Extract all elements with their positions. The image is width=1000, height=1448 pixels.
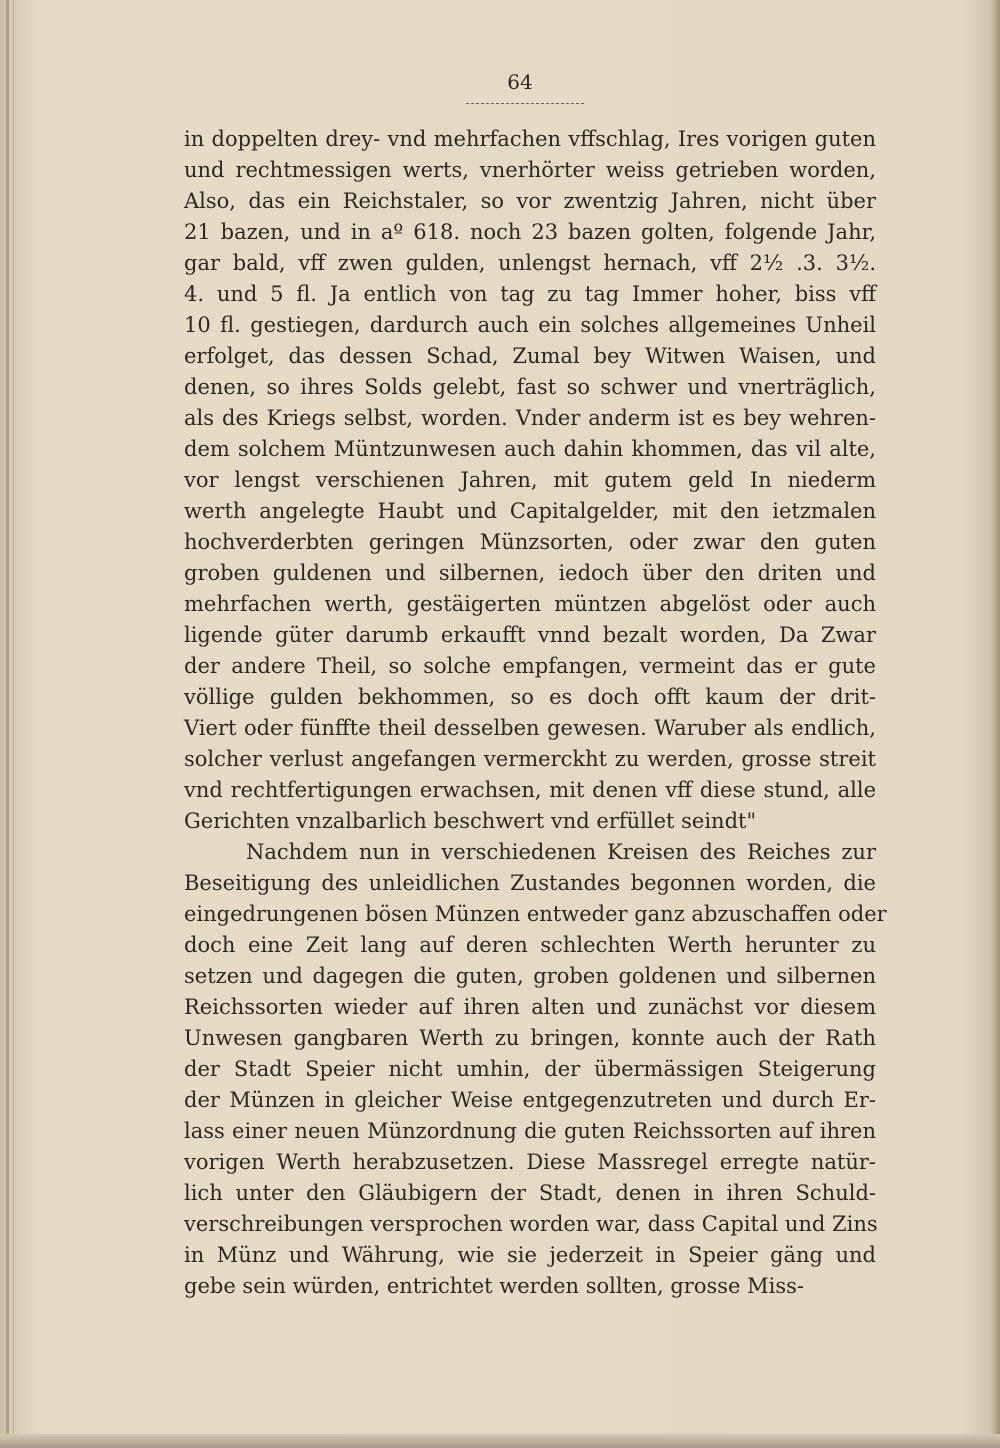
text-line: erfolget, das dessen Schad, Zumal bey Witwen Waisen, und: [184, 344, 876, 368]
text-line: völlige gulden bekhommen, so es doch offt kaum der drit-: [184, 685, 876, 709]
text-line: doch eine Zeit lang auf deren schlechten Werth herunter zu: [184, 933, 876, 957]
text-line: Reichssorten wieder auf ihren alten und zunächst vor diesem: [184, 995, 876, 1019]
text-line: groben guldenen und silbernen, iedoch über den driten und: [184, 561, 876, 585]
text-line: vor lengst verschienen Jahren, mit gutem geld In niederm: [184, 468, 876, 492]
page-number: 64: [507, 70, 533, 94]
paragraph: [184, 837, 887, 1302]
text-line: lich unter den Gläubigern der Stadt, denen in ihren Schuld-: [184, 1181, 876, 1205]
text-line: werth angelegte Haubt und Capitalgelder, mit den ietzmalen: [184, 499, 876, 523]
text-line: hochverderbten geringen Münzsorten, oder zwar den guten: [184, 530, 876, 554]
text-line: und rechtmessigen werts, vnerhörter weiss getrieben worden,: [184, 158, 876, 182]
text-line: ligende güter darumb erkaufft vnnd bezalt worden, Da Zwar: [184, 623, 876, 647]
text-line: Viert oder fünffte theil desselben gewesen. Waruber als endlich,: [184, 716, 876, 740]
text-line: 4. und 5 fl. Ja entlich von tag zu tag Immer hoher, biss vff: [184, 282, 876, 306]
body-text: [184, 124, 887, 1302]
text-line: 21 bazen, und in aº 618. noch 23 bazen golten, folgende Jahr,: [184, 220, 876, 244]
text-line: denen, so ihres Solds gelebt, fast so schwer und vnerträglich,: [184, 375, 876, 399]
text-line: 10 fl. gestiegen, dardurch auch ein solches allgemeines Unheil: [184, 313, 876, 337]
text-line: als des Kriegs selbst, worden. Vnder anderm ist es bey wehren-: [184, 406, 876, 430]
text-line: solcher verlust angefangen vermerckht zu werden, grosse streit: [184, 747, 876, 771]
text-line: lass einer neuen Münzordnung die guten Reichssorten auf ihren: [184, 1119, 876, 1143]
text-line: Also, das ein Reichstaler, so vor zwentzig Jahren, nicht über: [184, 189, 876, 213]
binding-gutter: [6, 0, 9, 1448]
text-line: in doppelten drey- vnd mehrfachen vffschlag, Ires vorigen guten: [184, 127, 876, 151]
text-line: verschreibungen versprochen worden war, dass Capital und Zins: [184, 1212, 878, 1236]
text-line: vorigen Werth herabzusetzen. Diese Massregel erregte natür-: [184, 1150, 876, 1174]
page-bottom-edge: [0, 1434, 1000, 1448]
text-line: gebe sein würden, entrichtet werden sollten, grosse Miss-: [184, 1274, 804, 1298]
text-line: dem solchem Müntzunwesen auch dahin khommen, das vil alte,: [184, 437, 876, 461]
text-line: der andere Theil, so solche empfangen, vermeint das er gute: [184, 654, 876, 678]
text-line: der Stadt Speier nicht umhin, der übermässigen Steigerung: [184, 1057, 876, 1081]
text-line: in Münz und Währung, wie sie jederzeit in Speier gäng und: [184, 1243, 876, 1267]
text-line: Gerichten vnzalbarlich beschwert vnd erfüllet seindt": [184, 809, 757, 833]
text-line: der Münzen in gleicher Weise entgegenzutreten und durch Er-: [184, 1088, 876, 1112]
page-number-rule: [466, 100, 584, 104]
text-line: Unwesen gangbaren Werth zu bringen, konnte auch der Rath: [184, 1026, 876, 1050]
page-right-edge: [992, 0, 1000, 1448]
text-line: mehrfachen werth, gestäigerten müntzen abgelöst oder auch: [184, 592, 876, 616]
text-line: eingedrungenen bösen Münzen entweder ganz abzuschaffen oder: [184, 902, 887, 926]
text-line: vnd rechtfertigungen erwachsen, mit denen vff diese stund, alle: [184, 778, 876, 802]
binding-gutter-edge: [13, 0, 14, 1448]
text-line: setzen und dagegen die guten, groben goldenen und silbernen: [184, 964, 876, 988]
text-line: Beseitigung des unleidlichen Zustandes begonnen worden, die: [184, 871, 876, 895]
text-line: Nachdem nun in verschiedenen Kreisen des Reiches zur: [246, 840, 876, 864]
paragraph: [184, 124, 876, 837]
text-line: gar bald, vff zwen gulden, unlengst hernach, vff 2½ .3. 3½.: [184, 251, 876, 275]
